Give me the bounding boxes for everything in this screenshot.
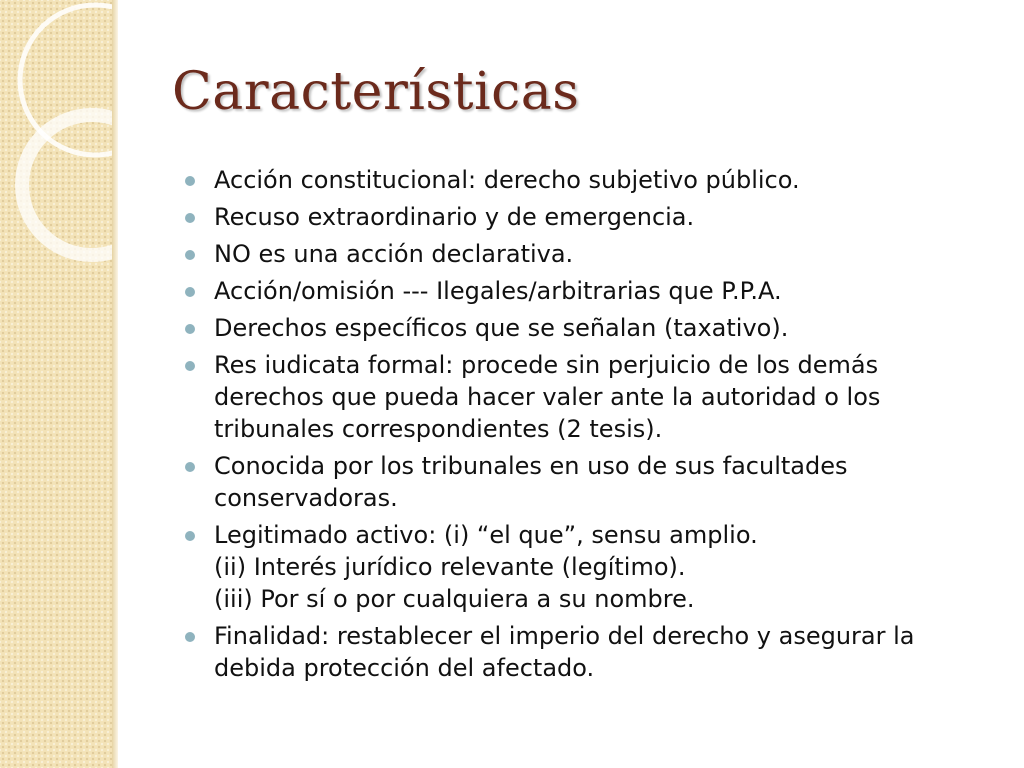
bullet-text-line: Res iudicata formal: procede sin perjuicio de los demás <box>214 351 879 379</box>
bullet-text-line: conservadoras. <box>214 484 398 512</box>
bullet-text-line: debida protección del afectado. <box>214 654 595 682</box>
bullet-dot-icon <box>185 361 195 371</box>
bullet-dot-icon <box>185 324 195 334</box>
slide-title: Características <box>172 62 580 122</box>
bullet-item <box>185 450 975 514</box>
bullet-text-line: Recuso extraordinario y de emergencia. <box>214 203 695 231</box>
bullet-text-line: NO es una acción declarativa. <box>214 240 574 268</box>
bullet-dot-icon <box>185 250 195 260</box>
bullet-item <box>185 620 975 684</box>
bullet-dot-icon <box>185 213 195 223</box>
bullet-dot-icon <box>185 632 195 642</box>
bullet-text-line: Finalidad: restablecer el imperio del derecho y asegurar la <box>214 622 915 650</box>
bullet-dot-icon <box>185 287 195 297</box>
bullet-text-line: Legitimado activo: (i) “el que”, sensu amplio. <box>214 521 758 549</box>
bullet-text-line: (iii) Por sí o por cualquiera a su nombre. <box>214 585 695 613</box>
bullet-item <box>185 349 975 445</box>
bullet-text-line: derechos que pueda hacer valer ante la autoridad o los <box>214 383 881 411</box>
bullet-dot-icon <box>185 176 195 186</box>
bullet-text-line: Derechos específicos que se señalan (taxativo). <box>214 314 789 342</box>
bullet-item <box>185 164 975 196</box>
decorative-side-panel <box>0 0 112 768</box>
bullet-text-line: Acción/omisión --- Ilegales/arbitrarias que P.P.A. <box>214 277 782 305</box>
bullet-item <box>185 238 975 270</box>
decorative-circles <box>0 0 112 768</box>
bullet-dot-icon <box>185 462 195 472</box>
bullet-text-line: Acción constitucional: derecho subjetivo público. <box>214 166 800 194</box>
side-panel-edge <box>112 0 118 768</box>
bullet-dot-icon <box>185 531 195 541</box>
bullet-text-line: Conocida por los tribunales en uso de sus facultades <box>214 452 848 480</box>
bullet-text-line: (ii) Interés jurídico relevante (legítimo). <box>214 553 686 581</box>
bullet-item <box>185 201 975 233</box>
bullet-item <box>185 519 975 615</box>
bullet-list <box>185 164 975 689</box>
bullet-item <box>185 275 975 307</box>
bullet-text-line: tribunales correspondientes (2 tesis). <box>214 415 663 443</box>
bullet-item <box>185 312 975 344</box>
